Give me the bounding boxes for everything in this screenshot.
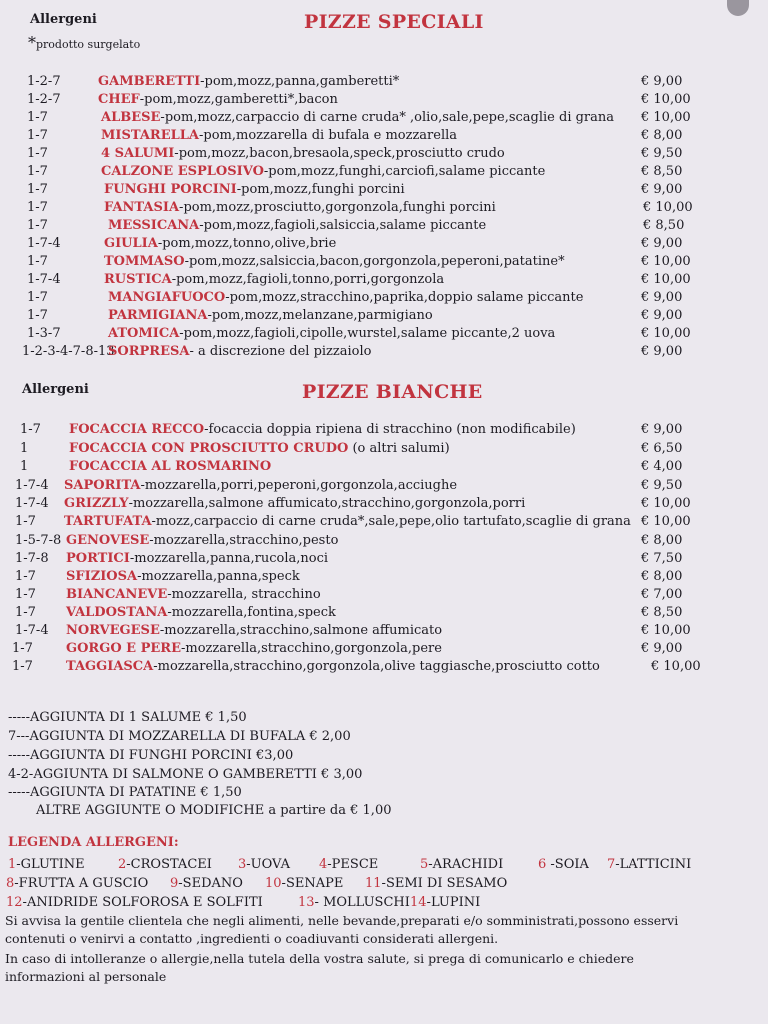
allergen-entry	[607, 857, 691, 872]
item-text	[101, 109, 614, 127]
allergen-number: 9	[170, 876, 179, 891]
item-price: € 8,00	[641, 569, 683, 584]
allergen-codes: 1-3-7	[27, 326, 61, 341]
menu-item	[0, 73, 768, 91]
allergen-label: -SEMI DI SESAMO	[381, 876, 508, 891]
item-text	[101, 145, 505, 163]
item-ingredients: -pom,mozz,carpaccio di carne cruda* ,olio,sale,pepe,scaglie di grana	[160, 110, 615, 125]
allergen-codes: 1-7-4	[27, 236, 61, 251]
item-name: GAMBERETTI	[98, 74, 201, 89]
frozen-note-text: prodotto surgelato	[36, 38, 141, 51]
allergen-codes: 1-7	[12, 641, 33, 656]
item-ingredients: -mozzarella,stracchino,gorgonzola,olive taggiasche,prosciutto cotto	[153, 659, 600, 674]
menu-item	[0, 658, 768, 676]
item-text	[98, 73, 399, 91]
item-ingredients: -mozzarella,salmone affumicato,stracchino,gorgonzola,porri	[128, 496, 526, 511]
item-text	[104, 235, 336, 253]
allergen-label: -SENAPE	[281, 876, 344, 891]
allergen-entry	[6, 876, 148, 891]
item-ingredients: -pom,mozz,fagioli,salsiccia,salame piccante	[199, 218, 487, 233]
menu-item	[0, 145, 768, 163]
item-ingredients: -mozzarella,panna,rucola,noci	[129, 551, 329, 566]
item-ingredients: -pom,mozz,prosciutto,gorgonzola,funghi porcini	[179, 200, 496, 215]
menu-item	[0, 550, 768, 568]
item-name: PARMIGIANA	[108, 308, 208, 323]
item-price: € 9,00	[641, 308, 683, 323]
allergen-number: 3	[238, 857, 247, 872]
item-ingredients: -mozzarella,stracchino,salmone affumicato	[159, 623, 443, 638]
allergen-entry	[410, 895, 480, 910]
item-text	[108, 343, 371, 361]
item-text	[66, 640, 442, 658]
item-name: GORGO E PERE	[66, 641, 182, 656]
item-ingredients: -pom,mozz,fagioli,cipolle,wurstel,salame piccante,2 uova	[179, 326, 556, 341]
item-text	[108, 289, 583, 307]
item-ingredients: -pom,mozz,gamberetti*,bacon	[139, 92, 338, 107]
item-name: TOMMASO	[104, 254, 185, 269]
item-name: CALZONE ESPLOSIVO	[101, 164, 264, 179]
extra-line: ALTRE AGGIUNTE O MODIFICHE a partire da € 1,00	[36, 803, 392, 818]
item-name: FOCACCIA RECCO	[69, 422, 205, 437]
item-name: FUNGHI PORCINI	[104, 182, 237, 197]
item-price: € 9,00	[641, 344, 683, 359]
allergen-codes: 1-7	[12, 659, 33, 674]
allergen-codes: 1	[20, 441, 29, 456]
allergen-codes: 1-7	[27, 308, 48, 323]
item-name: RUSTICA	[104, 272, 172, 287]
item-price: € 8,50	[641, 164, 683, 179]
legend-title: LEGENDA ALLERGENI:	[8, 835, 179, 850]
allergen-number: 13	[298, 895, 315, 910]
allergen-entry	[8, 857, 85, 872]
allergen-codes: 1-7-4	[15, 496, 49, 511]
item-text	[66, 586, 321, 604]
item-ingredients: -mozzarella,stracchino,gorgonzola,pere	[181, 641, 442, 656]
item-price: € 8,50	[641, 605, 683, 620]
menu-item	[0, 109, 768, 127]
menu-item	[0, 495, 768, 513]
menu-item	[0, 343, 768, 361]
menu-item	[0, 513, 768, 531]
allergen-codes: 1-7	[27, 200, 48, 215]
menu-item	[0, 235, 768, 253]
item-price: € 9,50	[641, 478, 683, 493]
frozen-mark: *	[28, 33, 36, 52]
item-price: € 10,00	[643, 200, 693, 215]
item-price: € 10,00	[641, 254, 691, 269]
item-name: MISTARELLA	[101, 128, 199, 143]
item-price: € 8,00	[641, 533, 683, 548]
allergen-number: 1	[8, 857, 17, 872]
item-ingredients: -pom,mozz,funghi,carciofi,salame piccante	[263, 164, 546, 179]
item-price: € 9,50	[641, 146, 683, 161]
item-ingredients: -mozzarella, stracchino	[167, 587, 321, 602]
item-text	[101, 163, 545, 181]
item-price: € 9,00	[641, 182, 683, 197]
item-ingredients: -pom,mozz,funghi porcini	[236, 182, 405, 197]
menu-item	[0, 325, 768, 343]
item-text	[66, 550, 328, 568]
menu-item	[0, 440, 768, 458]
menu-item	[0, 253, 768, 271]
item-name: GENOVESE	[66, 533, 150, 548]
item-name: MANGIAFUOCO	[108, 290, 226, 305]
allergen-number: 2	[118, 857, 127, 872]
menu-item	[0, 91, 768, 109]
item-name: PORTICI	[66, 551, 130, 566]
item-text	[104, 199, 496, 217]
item-name: TARTUFATA	[64, 514, 152, 529]
notice-line: Si avvisa la gentile clientela che negli alimenti, nelle bevande,preparati e/o somministrati,possono esservi	[5, 913, 679, 928]
item-price: € 6,50	[641, 441, 683, 456]
item-price: € 10,00	[641, 514, 691, 529]
item-text	[66, 568, 300, 586]
item-ingredients: -pom,mozz,bacon,bresaola,speck,prosciutto crudo	[174, 146, 505, 161]
allergen-entry	[238, 857, 290, 872]
allergen-entry	[365, 876, 507, 891]
item-name: ALBESE	[101, 110, 161, 125]
menu-item	[0, 568, 768, 586]
allergen-entry	[298, 895, 410, 910]
item-text	[98, 91, 338, 109]
speciali-title: PIZZE SPECIALI	[304, 11, 484, 33]
allergen-number: 14	[410, 895, 427, 910]
allergen-codes: 1-2-7	[27, 92, 61, 107]
item-text	[69, 421, 576, 439]
item-price: € 10,00	[641, 92, 691, 107]
item-ingredients: -mozzarella,porri,peperoni,gorgonzola,acciughe	[140, 478, 458, 493]
extra-line: -----AGGIUNTA DI PATATINE € 1,50	[8, 785, 242, 800]
allergen-codes: 1-7	[15, 587, 36, 602]
item-price: € 9,00	[641, 290, 683, 305]
extra-line: -----AGGIUNTA DI FUNGHI PORCINI €3,00	[8, 748, 294, 763]
menu-item	[0, 217, 768, 235]
item-text	[108, 325, 555, 343]
item-ingredients: -pom,mozz,fagioli,tonno,porri,gorgonzola	[171, 272, 445, 287]
allergen-codes: 1-7	[27, 254, 48, 269]
extra-line: -----AGGIUNTA DI 1 SALUME € 1,50	[8, 710, 247, 725]
allergen-codes: 1-7-4	[15, 623, 49, 638]
allergen-entry	[319, 857, 378, 872]
allergen-entry	[6, 895, 263, 910]
allergen-codes: 1-5-7-8	[15, 533, 62, 548]
item-price: € 9,00	[641, 74, 683, 89]
allergen-codes: 1-7	[27, 290, 48, 305]
item-text	[108, 217, 486, 235]
item-text	[104, 181, 405, 199]
menu-item	[0, 307, 768, 325]
item-ingredients: (o altri salumi)	[348, 441, 450, 456]
bianche-title: PIZZE BIANCHE	[302, 381, 483, 403]
allergen-label: - MOLLUSCHI	[314, 895, 410, 910]
item-ingredients: -pom,mozz,tonno,olive,brie	[157, 236, 337, 251]
item-price: € 9,00	[641, 641, 683, 656]
allergen-label: -SOIA	[546, 857, 589, 872]
item-name: GIULIA	[104, 236, 158, 251]
menu-item	[0, 163, 768, 181]
item-ingredients: -mozzarella,panna,speck	[137, 569, 300, 584]
menu-item	[0, 289, 768, 307]
item-ingredients: -mozz,carpaccio di carne cruda*,sale,pepe,olio tartufato,scaglie di grana	[151, 514, 631, 529]
extra-line: 4-2-AGGIUNTA DI SALMONE O GAMBERETTI € 3,00	[8, 767, 363, 782]
menu-item	[0, 199, 768, 217]
item-text	[104, 271, 444, 289]
item-ingredients: -mozzarella,stracchino,pesto	[149, 533, 339, 548]
allergen-codes: 1-7	[27, 128, 48, 143]
allergen-label: -LATTICINI	[615, 857, 692, 872]
allergen-label: -LUPINI	[426, 895, 481, 910]
item-text	[66, 658, 600, 676]
allergen-entry	[420, 857, 503, 872]
allergen-codes: 1-7	[20, 422, 41, 437]
item-price: € 7,50	[641, 551, 683, 566]
item-text	[104, 253, 565, 271]
notice-line: In caso di intolleranze o allergie,nella tutela della vostra salute, si prega di comunicarlo e chiedere	[5, 951, 634, 966]
item-name: MESSICANA	[108, 218, 200, 233]
allergen-label: -PESCE	[327, 857, 379, 872]
item-text	[66, 622, 442, 640]
allergen-label: -ANIDRIDE SOLFOROSA E SOLFITI	[22, 895, 263, 910]
item-name: FOCACCIA AL ROSMARINO	[69, 459, 272, 474]
item-name: SFIZIOSA	[66, 569, 138, 584]
item-ingredients: -pom,mozz,panna,gamberetti*	[200, 74, 400, 89]
menu-item	[0, 458, 768, 476]
item-name: VALDOSTANA	[66, 605, 168, 620]
allergen-label: -SEDANO	[178, 876, 243, 891]
menu-item	[0, 640, 768, 658]
allergen-number: 8	[6, 876, 15, 891]
item-name: BIANCANEVE	[66, 587, 168, 602]
allergen-number: 6	[538, 857, 547, 872]
item-ingredients: -pom,mozzarella di bufala e mozzarella	[199, 128, 458, 143]
item-price: € 8,50	[643, 218, 685, 233]
item-price: € 4,00	[641, 459, 683, 474]
menu-item	[0, 604, 768, 622]
item-ingredients: -pom,mozz,salsiccia,bacon,gorgonzola,peperoni,patatine*	[184, 254, 565, 269]
bianche-allergen-header: Allergeni	[22, 382, 89, 397]
binder-clip	[727, 0, 749, 16]
item-ingredients: -pom,mozz,stracchino,paprika,doppio salame piccante	[225, 290, 584, 305]
allergen-codes: 1	[20, 459, 29, 474]
item-ingredients: -focaccia doppia ripiena di stracchino (non modificabile)	[204, 422, 576, 437]
item-price: € 10,00	[641, 326, 691, 341]
item-text	[108, 307, 433, 325]
item-name: SAPORITA	[64, 478, 141, 493]
item-ingredients: -pom,mozz,melanzane,parmigiano	[207, 308, 433, 323]
menu-item	[0, 477, 768, 495]
item-name: NORVEGESE	[66, 623, 160, 638]
menu-item	[0, 271, 768, 289]
item-text	[66, 604, 336, 622]
item-price: € 10,00	[641, 272, 691, 287]
allergen-codes: 1-7-4	[15, 478, 49, 493]
item-name: FOCACCIA CON PROSCIUTTO CRUDO	[69, 441, 349, 456]
allergen-number: 5	[420, 857, 429, 872]
allergen-entry	[538, 857, 589, 872]
item-text	[66, 532, 338, 550]
item-text	[69, 440, 450, 458]
item-text	[64, 495, 525, 513]
item-price: € 10,00	[641, 110, 691, 125]
allergen-codes: 1-7	[27, 182, 48, 197]
item-price: € 9,00	[641, 422, 683, 437]
notice-line: informazioni al personale	[5, 969, 167, 984]
frozen-note	[28, 33, 140, 52]
item-name: SORPRESA	[108, 344, 190, 359]
allergen-entry	[265, 876, 343, 891]
item-name: TAGGIASCA	[66, 659, 154, 674]
item-text	[69, 458, 271, 476]
notice-line: contenuti o venirvi a contatto ,ingredienti o coadiuvanti considerati allergeni.	[5, 931, 499, 946]
item-name: CHEF	[98, 92, 140, 107]
allergen-number: 12	[6, 895, 23, 910]
allergen-number: 7	[607, 857, 616, 872]
extra-line: 7---AGGIUNTA DI MOZZARELLA DI BUFALA € 2,00	[8, 729, 351, 744]
allergen-label: -GLUTINE	[16, 857, 85, 872]
allergen-label: -CROSTACEI	[126, 857, 212, 872]
menu-item	[0, 586, 768, 604]
allergen-codes: 1-7	[15, 514, 36, 529]
allergen-entry	[118, 857, 212, 872]
allergen-codes: 1-2-7	[27, 74, 61, 89]
allergen-codes: 1-7-8	[15, 551, 49, 566]
item-text	[64, 513, 631, 531]
menu-item	[0, 532, 768, 550]
item-text	[101, 127, 457, 145]
item-ingredients: -mozzarella,fontina,speck	[167, 605, 336, 620]
menu-item	[0, 127, 768, 145]
allergen-codes: 1-7	[27, 218, 48, 233]
item-price: € 9,00	[641, 236, 683, 251]
allergen-codes: 1-2-3-4-7-8-13	[22, 344, 115, 359]
item-text	[64, 477, 457, 495]
item-price: € 10,00	[641, 496, 691, 511]
allergen-codes: 1-7	[15, 605, 36, 620]
allergen-codes: 1-7	[27, 110, 48, 125]
item-name: 4 SALUMI	[101, 146, 175, 161]
item-price: € 10,00	[641, 623, 691, 638]
allergen-number: 11	[365, 876, 382, 891]
item-name: GRIZZLY	[64, 496, 129, 511]
item-name: FANTASIA	[104, 200, 180, 215]
allergen-codes: 1-7	[27, 146, 48, 161]
allergen-codes: 1-7	[15, 569, 36, 584]
allergen-label: -FRUTTA A GUSCIO	[14, 876, 149, 891]
allergen-codes: 1-7-4	[27, 272, 61, 287]
allergen-number: 4	[319, 857, 328, 872]
allergen-entry	[170, 876, 243, 891]
allergen-number: 10	[265, 876, 282, 891]
menu-item	[0, 181, 768, 199]
allergen-label: -UOVA	[246, 857, 290, 872]
item-price: € 8,00	[641, 128, 683, 143]
speciali-allergen-header: Allergeni	[30, 12, 97, 27]
allergen-codes: 1-7	[27, 164, 48, 179]
allergen-label: -ARACHIDI	[428, 857, 504, 872]
item-ingredients: - a discrezione del pizzaiolo	[189, 344, 372, 359]
item-price: € 7,00	[641, 587, 683, 602]
item-price: € 10,00	[651, 659, 701, 674]
item-name: ATOMICA	[108, 326, 180, 341]
menu-item	[0, 421, 768, 439]
menu-item	[0, 622, 768, 640]
